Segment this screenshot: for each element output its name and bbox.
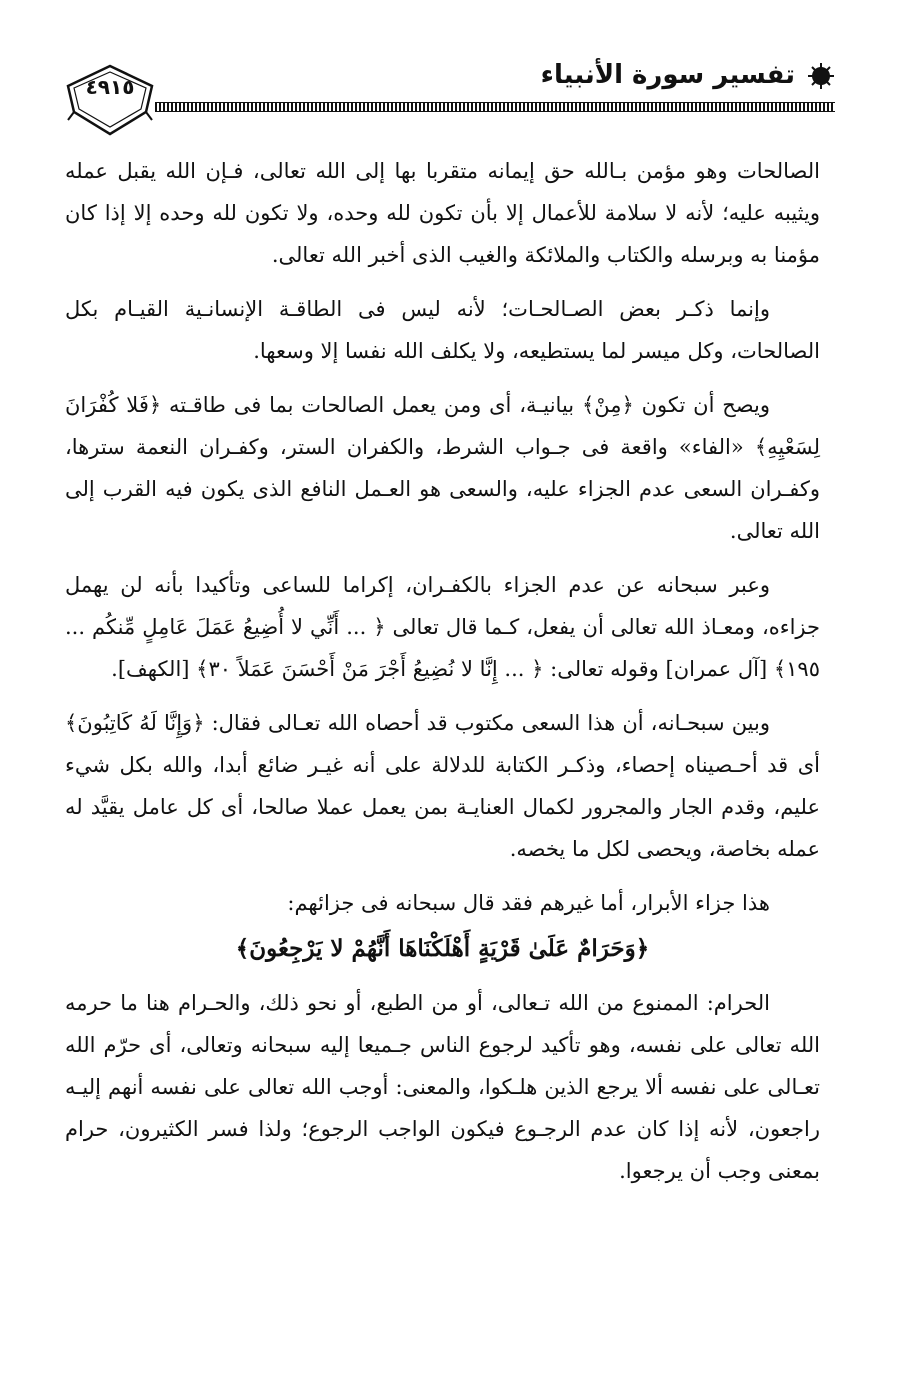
page-header: [60, 48, 835, 138]
paragraph: وعبر سبحانه عن عدم الجزاء بالكفـران، إكراما للساعى وتأكيدا بأنه لن يهمل جزاءه، ومعـاذ الله تعالى أن يفعل، كـما قال تعالى ﴿ ... أَنِّي لا أُضِيعُ عَمَلَ عَامِلٍ مِّنكُم ... ١٩٥﴾ [آل عمران] وقوله تعالى: ﴿ ... إِنَّا لا نُضِيعُ أَجْرَ مَنْ أَحْسَنَ عَمَلاً ٣٠﴾ [الكهف].: [65, 573, 820, 681]
quran-verse: ﴿وَحَرَامٌ عَلَىٰ قَرْيَةٍ أَهْلَكْنَاهَا أَنَّهُمْ لا يَرْجِعُونَ﴾: [235, 935, 650, 962]
diamond-frame-icon: [60, 60, 160, 140]
page-body: [65, 150, 820, 1204]
page-number: ٤٩١٥: [85, 75, 135, 99]
paragraph: الصالحات وهو مؤمن بـالله حق إيمانه متقربا بها إلى الله تعالى، فـإن الله يقبل عمله ويثيبه عليه؛ لأنه لا سلامة للأعمال إلا بأن تكون لله وحده، ولا تكون لله وحده إلا إذا كان مؤمنا به وبرسله والكتاب والملائكة والغيب الذى أخبر الله تعالى.: [65, 159, 820, 267]
paragraph: وإنما ذكـر بعض الصـالحـات؛ لأنه ليس فى الطاقـة الإنسانـية القيـام بكل الصالحات، وكل ميسر لما يستطيعه، ولا يكلف الله نفسا إلا وسعها.: [65, 297, 820, 363]
header-rule: [155, 102, 835, 112]
black-sun-ornament-icon: [807, 62, 835, 90]
paragraph: ويصح أن تكون ﴿مِنْ﴾ بيانيـة، أى ومن يعمل الصالحات بما فى طاقـته ﴿فَلا كُفْرَانَ لِسَعْيِهِ﴾ «الفاء» واقعة فى جـواب الشرط، والكفران الستر، وكفـران النعمة سترها، وكفـران السعى عدم الجزاء عليه، والسعى هو العـمل النافع الذى يكون فيه القرب إلى الله تعالى.: [65, 393, 820, 543]
paragraph: الحرام: الممنوع من الله تـعالى، أو من الطبع، أو نحو ذلك، والحـرام هنا ما حرمه الله تعالى على نفسه، وهو تأكيد لرجوع الناس جـميعا إليه سبحانه وتعالى، أى حرّم الله تعـالى على نفسه ألا يرجع الذين هلـكوا، والمعنى: أوجب الله تعالى على نفسه أنهم إليـه راجعون، لأنه إذا كان عدم الرجـوع فيكون الواجب الرجوع؛ ولذا فسر الكثيرون، حرام بمعنى وجب أن يرجعوا.: [65, 991, 820, 1183]
paragraph: هذا جزاء الأبرار، أما غيرهم فقد قال سبحانه فى جزائهم:: [287, 891, 770, 915]
paragraph: وبين سبحـانه، أن هذا السعى مكتوب قد أحصاه الله تعـالى فقال: ﴿وَإِنَّا لَهُ كَاتِبُونَ﴾ أى قد أحـصيناه إحصاء، وذكـر الكتابة للدلالة على أنه غيـر ضائع أبدا، والله بكل شيء عليم، وقدم الجار والمجرور لكمال العنايـة بمن يعمل عملا صالحا، أى كل عامل يقيَّد له عمله بخاصة، ويحصى لكل ما يخصه.: [65, 711, 820, 861]
running-title: تفسير سورة الأنبياء: [540, 60, 795, 90]
